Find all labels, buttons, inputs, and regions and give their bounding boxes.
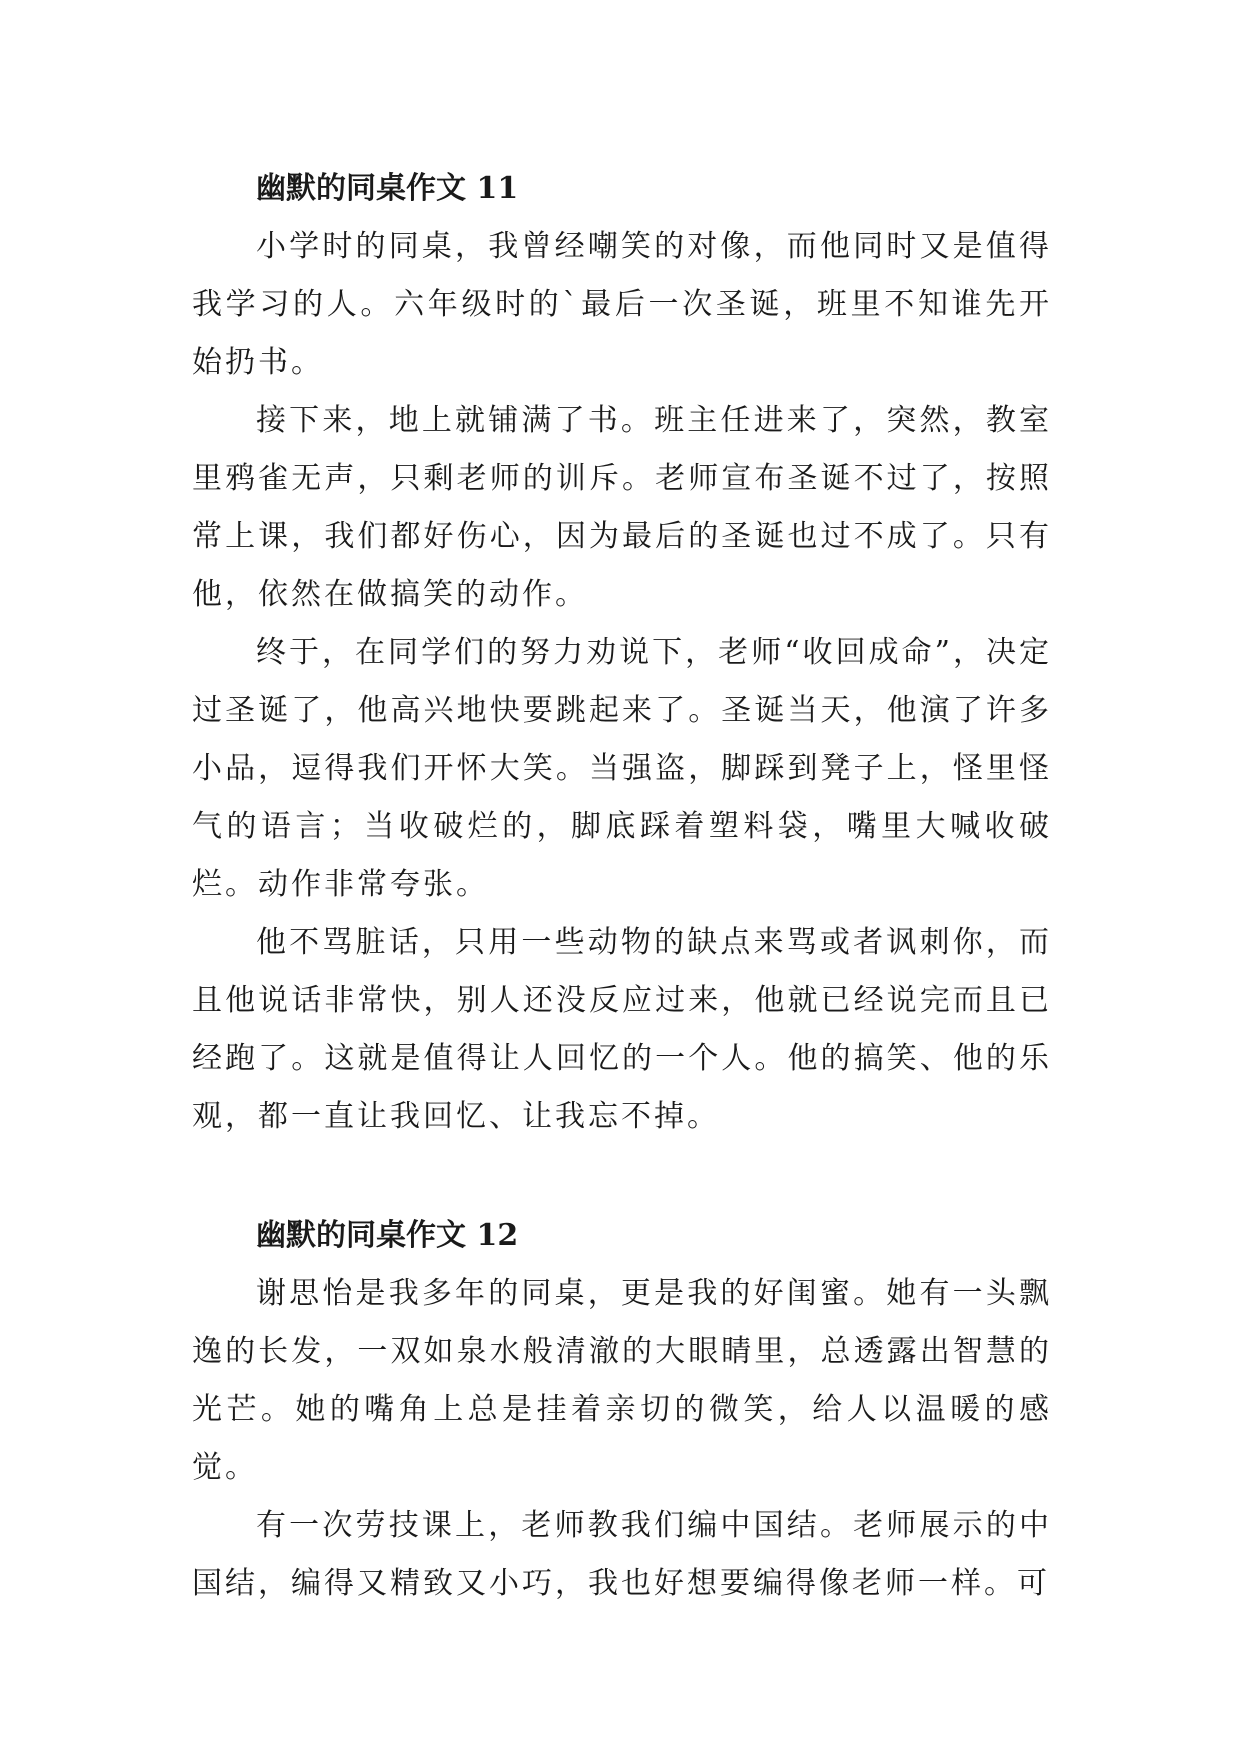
essay-12 [192, 1207, 1052, 1613]
essay-paragraph: 小学时的同桌，我曾经嘲笑的对像，而他同时又是值得我学习的人。六年级时的`最后一次圣诞，班里不知谁先开始扔书。 [192, 229, 1052, 380]
essay-paragraph: 谢思怡是我多年的同桌，更是我的好闺蜜。她有一头飘逸的长发，一双如泉水般清澈的大眼睛里，总透露出智慧的光芒。她的嘴角上总是挂着亲切的微笑，给人以温暖的感觉。 [192, 1276, 1052, 1485]
essay-paragraph: 他不骂脏话，只用一些动物的缺点来骂或者讽刺你，而且他说话非常快，别人还没反应过来，他就已经说完而且已经跑了。这就是值得让人回忆的一个人。他的搞笑、他的乐观，都一直让我回忆、让我忘不掉。 [192, 925, 1052, 1134]
essay-paragraph: 终于，在同学们的努力劝说下，老师“收回成命”，决定过圣诞了，他高兴地快要跳起来了。圣诞当天，他演了许多小品，逗得我们开怀大笑。当强盗，脚踩到凳子上，怪里怪气的语言；当收破烂的，脚底踩着塑料袋，嘴里大喊收破烂。动作非常夸张。 [192, 635, 1052, 902]
essay-title: 幽默的同桌作文 11 [256, 171, 519, 206]
essay-paragraph: 接下来，地上就铺满了书。班主任进来了，突然，教室里鸦雀无声，只剩老师的训斥。老师宣布圣诞不过了，按照常上课，我们都好伤心，因为最后的圣诞也过不成了。只有他，依然在做搞笑的动作。 [192, 403, 1052, 612]
essay-11 [192, 160, 1052, 1146]
essay-title: 幽默的同桌作文 12 [256, 1218, 519, 1253]
essay-paragraph: 有一次劳技课上，老师教我们编中国结。老师展示的中国结，编得又精致又小巧，我也好想要编得像老师一样。可 [192, 1508, 1052, 1601]
